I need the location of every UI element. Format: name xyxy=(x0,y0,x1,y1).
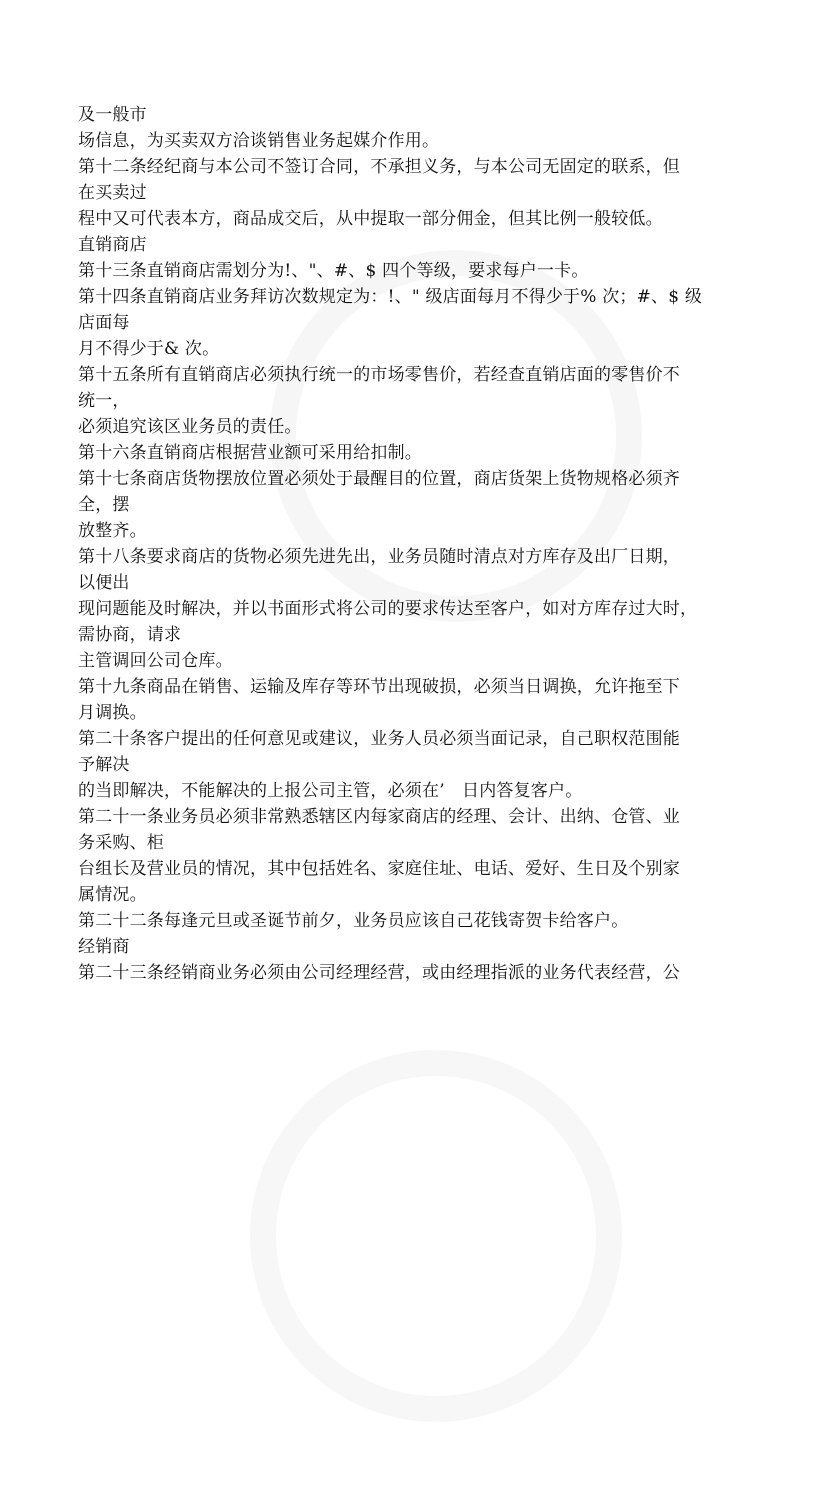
text-line: 第十三条直销商店需划分为!、"、#、$ 四个等级，要求每户一卡。 xyxy=(78,261,589,281)
text-line: 放整齐。 xyxy=(78,521,147,541)
text-line: 必须追究该区业务员的责任。 xyxy=(78,417,302,437)
text-line: 及一般市 xyxy=(78,105,147,125)
text-line: 第十五条所有直销商店必须执行统一的市场零售价，若经查直销店面的零售价不 xyxy=(78,365,680,385)
section-heading: 直销商店 xyxy=(78,235,147,255)
text-line: 第十四条直销商店业务拜访次数规定为：!、" 级店面每月不得少于% 次；#、$ 级 xyxy=(78,287,703,307)
section-heading: 经销商 xyxy=(78,937,130,957)
text-line: 月调换。 xyxy=(78,703,147,723)
text-line: 主管调回公司仓库。 xyxy=(78,651,233,671)
text-line: 以便出 xyxy=(78,573,130,593)
text-line: 第十八条要求商店的货物必须先进先出，业务员随时清点对方库存及出厂日期， xyxy=(78,547,680,567)
text-line: 第二十二条每逢元旦或圣诞节前夕，业务员应该自己花钱寄贺卡给客户。 xyxy=(78,911,629,931)
text-line: 第十九条商品在销售、运输及库存等环节出现破损，必须当日调换，允许拖至下 xyxy=(78,677,680,697)
text-line: 需协商，请求 xyxy=(78,625,182,645)
watermark-icon xyxy=(182,982,690,1490)
document-body xyxy=(78,102,758,986)
text-line: 第二十条客户提出的任何意见或建议，业务人员必须当面记录，自己职权范围能 xyxy=(78,729,680,749)
text-line: 全，摆 xyxy=(78,495,130,515)
text-line: 的当即解决，不能解决的上报公司主管，必须在’ 日内答复客户。 xyxy=(78,781,583,801)
text-line: 场信息，为买卖双方洽谈销售业务起媒介作用。 xyxy=(78,131,440,151)
text-line: 予解决 xyxy=(78,755,130,775)
text-line: 属情况。 xyxy=(78,885,147,905)
text-line: 第二十三条经销商业务必须由公司经理经营，或由经理指派的业务代表经营，公 xyxy=(78,963,680,983)
text-line: 店面每 xyxy=(78,313,130,333)
text-line: 统一， xyxy=(78,391,130,411)
text-line: 月不得少于& 次。 xyxy=(78,339,220,359)
text-line: 第十七条商店货物摆放位置必须处于最醒目的位置，商店货架上货物规格必须齐 xyxy=(78,469,680,489)
text-line: 在买卖过 xyxy=(78,183,147,203)
text-line: 第二十一条业务员必须非常熟悉辖区内每家商店的经理、会计、出纳、仓管、业 xyxy=(78,807,680,827)
text-line: 第十二条经纪商与本公司不签订合同，不承担义务，与本公司无固定的联系，但 xyxy=(78,157,680,177)
text-line: 第十六条直销商店根据营业额可采用给扣制。 xyxy=(78,443,422,463)
text-line: 务采购、柜 xyxy=(78,833,164,853)
text-line: 台组长及营业员的情况，其中包括姓名、家庭住址、电话、爱好、生日及个别家 xyxy=(78,859,680,879)
text-line: 程中又可代表本方，商品成交后，从中提取一部分佣金，但其比例一般较低。 xyxy=(78,209,663,229)
text-line: 现问题能及时解决，并以书面形式将公司的要求传达至客户，如对方库存过大时， xyxy=(78,599,698,619)
